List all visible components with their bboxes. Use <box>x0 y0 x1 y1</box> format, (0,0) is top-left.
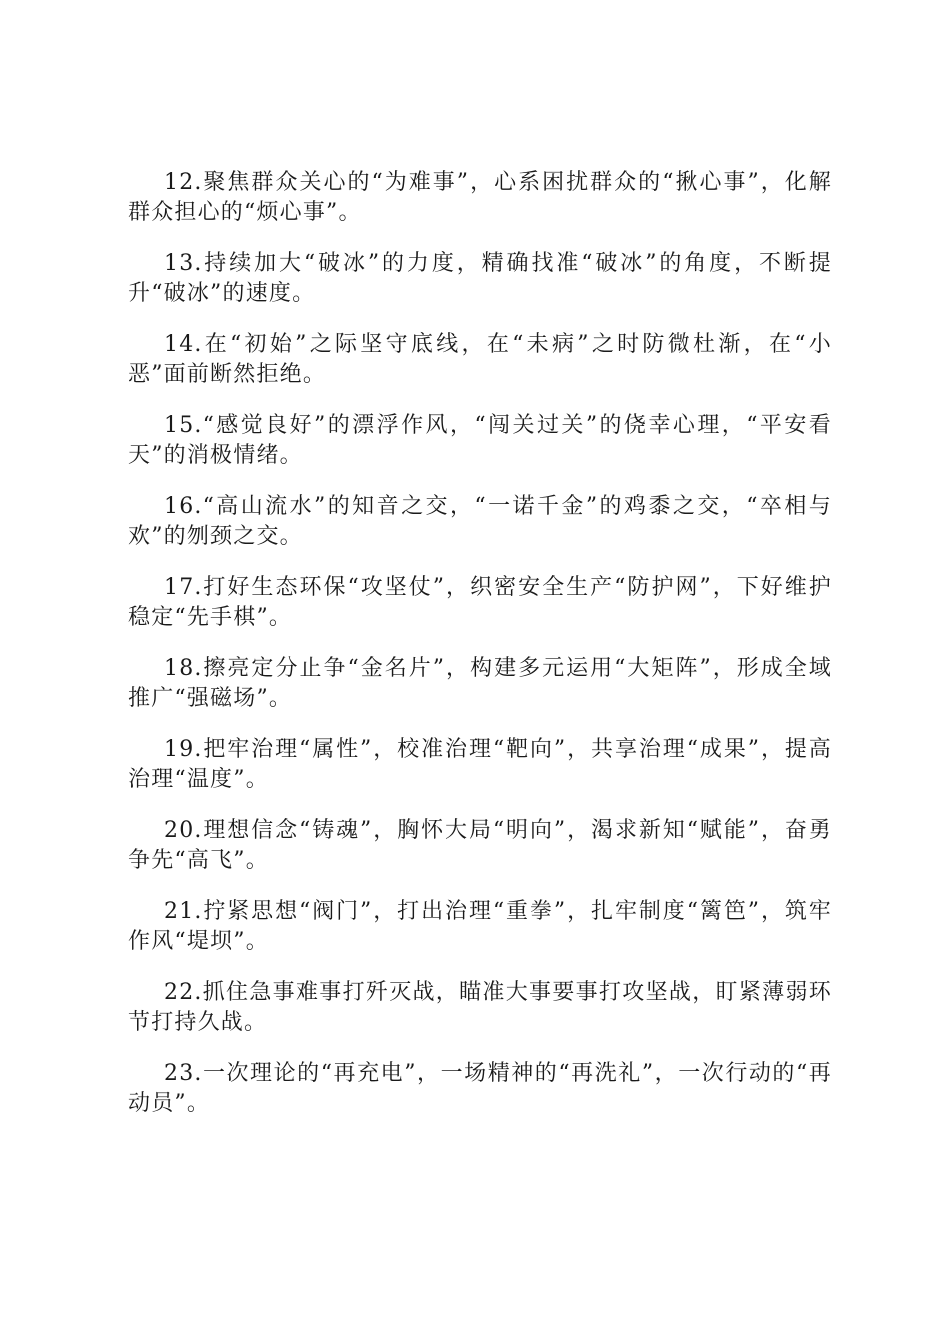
paragraph-12: 12.聚焦群众关心的“为难事”，心系困扰群众的“揪心事”，化解群众担心的“烦心事”。 <box>128 170 832 225</box>
paragraph-23: 23.一次理论的“再充电”，一场精神的“再洗礼”，一次行动的“再动员”。 <box>128 1061 832 1116</box>
paragraph-19: 19.把牢治理“属性”，校准治理“靶向”，共享治理“成果”，提高治理“温度”。 <box>128 737 832 792</box>
paragraph-13: 13.持续加大“破冰”的力度，精确找准“破冰”的角度，不断提升“破冰”的速度。 <box>128 251 832 306</box>
paragraph-14: 14.在“初始”之际坚守底线，在“未病”之时防微杜渐，在“小恶”面前断然拒绝。 <box>128 332 832 387</box>
paragraph-17: 17.打好生态环保“攻坚仗”，织密安全生产“防护网”，下好维护稳定“先手棋”。 <box>128 575 832 630</box>
document-body <box>128 168 832 1140</box>
paragraph-18: 18.擦亮定分止争“金名片”，构建多元运用“大矩阵”，形成全域推广“强磁场”。 <box>128 656 832 711</box>
paragraph-22: 22.抓住急事难事打歼灭战，瞄准大事要事打攻坚战，盯紧薄弱环节打持久战。 <box>128 980 832 1035</box>
paragraph-20: 20.理想信念“铸魂”，胸怀大局“明向”，渴求新知“赋能”，奋勇争先“高飞”。 <box>128 818 832 873</box>
paragraph-21: 21.拧紧思想“阀门”，打出治理“重拳”，扎牢制度“篱笆”，筑牢作风“堤坝”。 <box>128 899 832 954</box>
paragraph-15: 15.“感觉良好”的漂浮作风，“闯关过关”的侥幸心理，“平安看天”的消极情绪。 <box>128 413 832 468</box>
paragraph-16: 16.“高山流水”的知音之交，“一诺千金”的鸡黍之交，“卒相与欢”的刎颈之交。 <box>128 494 832 549</box>
